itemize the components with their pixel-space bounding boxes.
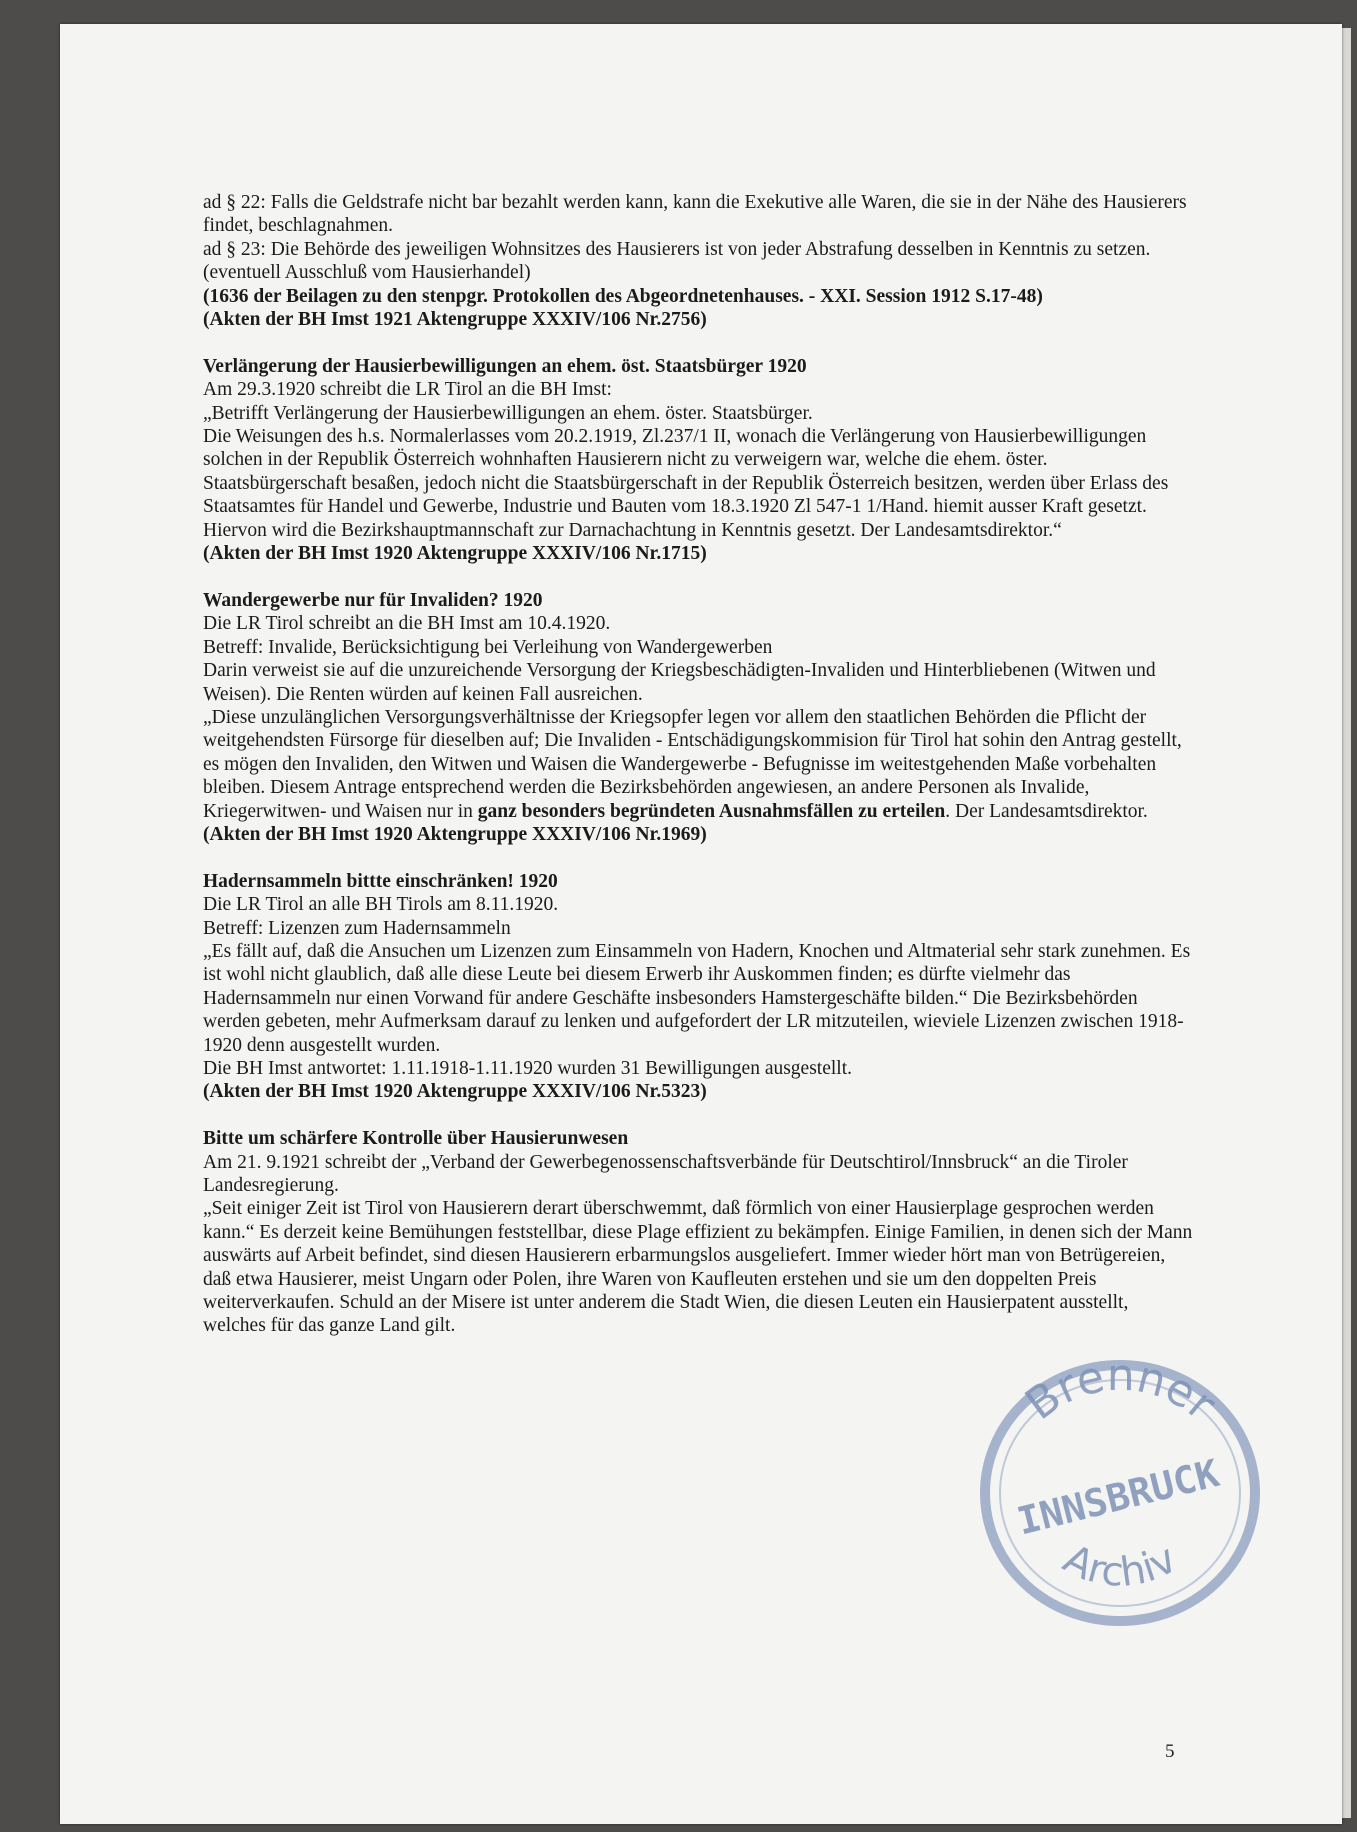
paragraph-text: Bitte um schärfere Kontrolle über Hausierunwesen xyxy=(203,1128,629,1150)
paragraph-gap xyxy=(203,565,1193,588)
paragraph-text: Am 21. 9.1921 schreibt der „Verband der Gewerbegenossenschaftsverbände für Deutschtirol/Innsbruck“ an die Tiroler Landesregierung. xyxy=(203,1151,1128,1196)
paragraph-text: „Es fällt auf, daß die Ansuchen um Lizenzen zum Einsammeln von Hadern, Knochen und Altmaterial sehr stark zunehmen. Es ist wohl nicht glaublich, daß alle diese Leute bei diesem Erwerb ihr Auskommen finden; es dürfte vielmehr das Hadernsammeln nur einen Vorwand für andere Geschäfte insbesonders Hamstergeschäfte bilden.“ Die Bezirksbehörden werden gebeten, mehr Aufmerksam darauf zu lenken und aufgefordert der LR mitzuteilen, wieviele Lizenzen zwischen 1918-1920 denn ausgestellt wurden. xyxy=(203,940,1191,1056)
section-heading xyxy=(203,542,1193,565)
paragraph-text: Am 29.3.1920 schreibt die LR Tirol an die BH Imst: xyxy=(203,379,612,401)
paragraph-text: Die LR Tirol an alle BH Tirols am 8.11.1920. xyxy=(203,894,559,916)
paragraph-text: Betreff: Lizenzen zum Hadernsammeln xyxy=(203,917,511,939)
paragraph xyxy=(203,378,1193,401)
section-heading xyxy=(203,308,1193,331)
paragraph xyxy=(203,659,1193,706)
section-heading xyxy=(203,1127,1193,1150)
paragraph-text: (1636 der Beilagen zu den stenpgr. Protokollen des Abgeordnetenhauses. - XXI. Session 1912 S.17-48) xyxy=(203,285,1043,307)
paragraph xyxy=(203,940,1193,1057)
paragraph-text: (Akten der BH Imst 1920 Aktengruppe XXXIV/106 Nr.1969) xyxy=(203,823,707,845)
document-body xyxy=(203,191,1193,1338)
paragraph-text: (Akten der BH Imst 1920 Aktengruppe XXXIV/106 Nr.5323) xyxy=(203,1081,707,1103)
section-heading xyxy=(203,285,1193,308)
paragraph-gap xyxy=(203,846,1193,869)
paragraph-text: „Betrifft Verlängerung der Hausierbewilligungen an ehem. öster. Staatsbürger. xyxy=(203,402,813,424)
stamp-middle-text: INNSBRUCK xyxy=(1012,1450,1224,1544)
paragraph-text: ad § 22: Falls die Geldstrafe nicht bar bezahlt werden kann, kann die Exekutive alle Waren, die sie in der Nähe des Hausierers findet, beschlagnahmen. xyxy=(203,192,1187,237)
paragraph-text: Hadernsammeln bittte einschränken! 1920 xyxy=(203,870,558,892)
section-heading xyxy=(203,1080,1193,1103)
paragraph-text: Darin verweist sie auf die unzureichende Versorgung der Kriegsbeschädigten-Invaliden und Hinterbliebenen (Witwen und Weisen). Die Renten würden auf keinen Fall ausreichen. xyxy=(203,660,1156,705)
page-edge xyxy=(1342,28,1351,1818)
paragraph xyxy=(203,1151,1193,1198)
paragraph xyxy=(203,1197,1193,1337)
section-heading xyxy=(203,870,1193,893)
paragraph-text: (Akten der BH Imst 1921 Aktengruppe XXXIV/106 Nr.2756) xyxy=(203,309,707,331)
paragraph xyxy=(203,238,1193,285)
section-heading xyxy=(203,355,1193,378)
paragraph-text: Betreff: Invalide, Berücksichtigung bei Verleihung von Wandergewerben xyxy=(203,636,773,658)
paragraph xyxy=(203,893,1193,916)
page-number: 5 xyxy=(1165,1741,1175,1762)
stamp-top-text: Brenner xyxy=(1016,1349,1226,1431)
paragraph-text: ad § 23: Die Behörde des jeweiligen Wohnsitzes des Hausierers ist von jeder Abstrafung desselben in Kenntnis zu setzen. (eventuell Ausschluß vom Hausierhandel) xyxy=(203,238,1151,284)
paragraph-tail: . Der Landesamtsdirektor. xyxy=(945,800,1148,822)
paragraph-text: „Diese unzulänglichen Versorgungsverhältnisse der Kriegsopfer legen vor allem den staatlichen Behörden die Pflicht der weitgehendsten Fürsorge für dieselben auf; Die Invaliden - Entschädigungskommision für Tirol hat sohin den Antrag gestellt, es mögen den Invaliden, den Witwen und Waisen die Wandergewerbe - Befugnisse im weitestgehenden Maße vorbehalten bleiben. Diesem Antrage entsprechend werden die Bezirksbehörden angewiesen, an andere Personen als Invalide, Kriegerwitwen- und Waisen nur in xyxy=(203,706,1182,822)
paragraph xyxy=(203,612,1193,635)
paragraph xyxy=(203,402,1193,425)
paragraph-text: Die Weisungen des h.s. Normalerlasses vom 20.2.1919, Zl.237/1 II, wonach die Verlängerung von Hausierbewilligungen solchen in der Republik Österreich wohnhaften Hausierern nicht zu verweigern war, welche die ehem. öster. Staatsbürgerschaft besaßen, jedoch nicht die Staatsbürgerschaft in der Republik Österreich besitzen, werden über Erlass des Staatsamtes für Handel und Gewerbe, Industrie und Bauten vom 18.3.1920 Zl 547-1 1/Hand. hiemit ausser Kraft gesetzt. Hiervon wird die Bezirkshauptmannschaft zur Darnachachtung in Kenntnis gesetzt. Der Landesamtsdirektor.“ xyxy=(203,426,1169,541)
paragraph-text: Verlängerung der Hausierbewilligungen an ehem. öst. Staatsbürger 1920 xyxy=(203,355,807,377)
paragraph-gap xyxy=(203,1104,1193,1127)
stamp-bottom-text: Archiv xyxy=(1056,1535,1184,1596)
paragraph-text: „Seit einiger Zeit ist Tirol von Hausierern derart überschwemmt, daß förmlich von einer Hausierplage gesprochen werden kann.“ Es derzeit keine Bemühungen feststellbar, diese Plage effizient zu bekämpfen. Einige Familien, in denen sich der Mann auswärts auf Arbeit befindet, sind diesen Hausierern erbarmungslos ausgeliefert. Immer wieder hört man von Betrügereien, daß etwa Hausierer, meist Ungarn oder Polen, ihre Waren von Kaufleuten erstehen und sie um den doppelten Preis weiterverkaufen. Schuld an der Misere ist unter anderem die Stadt Wien, die diesen Leuten ein Hausierpatent ausstellt, welches für das ganze Land gilt. xyxy=(203,1198,1193,1337)
paragraph-text: (Akten der BH Imst 1920 Aktengruppe XXXIV/106 Nr.1715) xyxy=(203,543,707,565)
paragraph xyxy=(203,191,1193,238)
paragraph-text: Die BH Imst antwortet: 1.11.1918-1.11.1920 wurden 31 Bewilligungen ausgestellt. xyxy=(203,1057,853,1079)
emphasis-text: ganz besonders begründeten Ausnahmsfällen zu erteilen xyxy=(477,800,946,822)
section-heading xyxy=(203,823,1193,846)
paragraph-text: Die LR Tirol schreibt an die BH Imst am 10.4.1920. xyxy=(203,613,611,635)
document-page xyxy=(60,24,1342,1824)
paragraph xyxy=(203,1057,1193,1080)
paragraph xyxy=(203,917,1193,940)
paragraph-text: Wandergewerbe nur für Invaliden? 1920 xyxy=(203,589,543,611)
section-heading xyxy=(203,589,1193,612)
paragraph-gap xyxy=(203,331,1193,354)
paragraph xyxy=(203,636,1193,659)
paragraph xyxy=(203,706,1193,823)
paragraph xyxy=(203,425,1193,542)
